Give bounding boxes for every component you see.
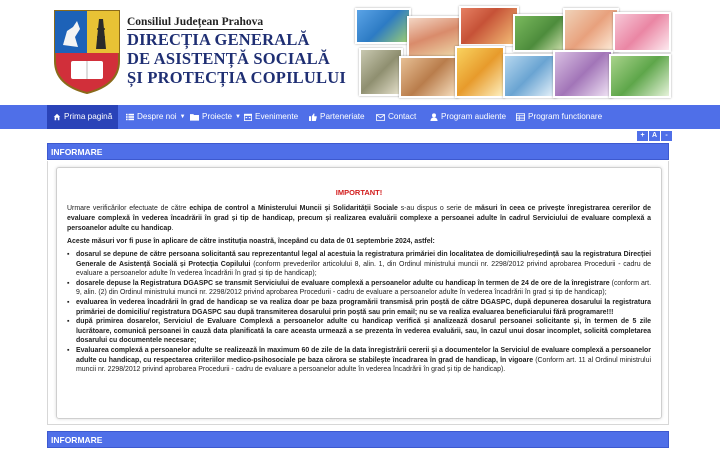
item-text: (conform art. 9, alin. (2) din Ordinul ministrului muncii nr. 2298/2012 privind aprobarea Procedurii - cadru de evaluare a persoanelor adulte în vederea încadrării în grad și tip de handicap); bbox=[76, 279, 652, 297]
collage-photo bbox=[355, 8, 411, 44]
collage-photo bbox=[613, 12, 671, 52]
list-item bbox=[67, 298, 651, 317]
info-panel bbox=[47, 431, 669, 448]
collage-photo bbox=[455, 46, 505, 98]
council-name[interactable]: Consiliul Județean Prahova bbox=[127, 16, 264, 28]
chevron-down-icon: ▼ bbox=[235, 114, 241, 120]
panel-title: INFORMARE bbox=[47, 143, 669, 160]
envelope-icon bbox=[376, 114, 385, 121]
collage-photo bbox=[553, 50, 613, 98]
nav-label: Evenimente bbox=[255, 112, 299, 121]
nav-item-events[interactable] bbox=[244, 105, 298, 129]
intro-text: Urmare verificărilor efectuate de către bbox=[67, 205, 190, 212]
title-line-3: ȘI PROTECȚIA COPILULUI bbox=[127, 68, 346, 87]
font-normal-button[interactable]: A bbox=[649, 131, 660, 141]
item-bold: dosarul se depune de către persoana solicitantă sau reprezentantul legal al acestuia la registratura primăriei din localitatea de domiciliu/reședință sau la registratura Direcției Generale de Asistență Socială și Protecția Copilului bbox=[76, 251, 651, 268]
list-item bbox=[67, 279, 651, 298]
list-icon bbox=[126, 113, 134, 121]
photo-collage bbox=[355, 6, 675, 100]
info-panel bbox=[47, 143, 669, 160]
nav-label: Parteneriate bbox=[320, 112, 365, 121]
measures-paragraph bbox=[67, 237, 651, 247]
chevron-down-icon: ▼ bbox=[179, 114, 186, 120]
nav-item-partnerships[interactable] bbox=[309, 105, 365, 129]
notice-box bbox=[56, 167, 662, 419]
nav-label: Program audiente bbox=[441, 112, 507, 121]
intro-bold: echipa de control a Ministerului Muncii și Solidarității Sociale bbox=[189, 205, 398, 212]
nav-item-home[interactable] bbox=[47, 105, 118, 129]
measures-list bbox=[67, 250, 651, 375]
folder-icon bbox=[190, 113, 199, 121]
calendar-icon bbox=[244, 113, 252, 121]
main-navigation bbox=[0, 105, 720, 129]
nav-label: Despre noi bbox=[137, 112, 177, 121]
thumbs-up-icon bbox=[309, 113, 317, 121]
font-increase-button[interactable]: + bbox=[637, 131, 648, 141]
intro-text: . bbox=[171, 225, 174, 232]
nav-item-about[interactable] bbox=[126, 105, 186, 129]
collage-photo bbox=[459, 6, 519, 46]
list-item bbox=[67, 346, 651, 375]
info-panel-body bbox=[47, 161, 669, 425]
panel-title: INFORMARE bbox=[47, 431, 669, 448]
collage-photo bbox=[359, 48, 403, 96]
nav-label: Program functionare bbox=[528, 112, 603, 121]
list-item bbox=[67, 317, 651, 346]
site-header bbox=[0, 0, 720, 105]
intro-text: s-au dispus o serie de bbox=[397, 205, 475, 212]
table-icon bbox=[516, 113, 525, 121]
item-bold: dosarele depuse la Registratura DGASPC se transmit Serviciului de evaluare complexă a persoanelor adulte cu handicap în termen de 24 de ore de la înregistrare bbox=[76, 279, 610, 287]
brand-block[interactable] bbox=[127, 12, 346, 87]
collage-photo bbox=[399, 56, 459, 98]
nav-label: Prima pagină bbox=[64, 112, 113, 121]
nav-label: Proiecte bbox=[202, 112, 233, 121]
nav-item-projects[interactable] bbox=[190, 105, 241, 129]
home-icon bbox=[53, 113, 61, 121]
county-coat-of-arms-icon[interactable] bbox=[53, 9, 121, 95]
item-bold: după primirea dosarelor, Serviciul de Evaluare Complexă a persoanelor adulte cu handicap verifică și analizează dosarul persoanei solicitante și, în termen de 5 zile lucrătoare, comunică persoanei în cauză data planificată la care aceasta urmează a se prezenta în vederea evaluării, sau, în cazul unui dosar incomplet, solicită completarea dosarului cu documentele necesare; bbox=[76, 318, 651, 345]
user-icon bbox=[430, 113, 438, 121]
nav-item-operating-program[interactable] bbox=[516, 105, 602, 129]
nav-item-audience-program[interactable] bbox=[430, 105, 506, 129]
font-decrease-button[interactable]: - bbox=[661, 131, 672, 141]
item-text: (conform prevederilor articolului 8, alin. 1, din Ordinul ministrului muncii nr. 2298/2012 privind aprobarea Procedurii - cadru de evaluare a persoanelor adulte în vederea încadrării în grad și tip de handicap); bbox=[76, 260, 651, 278]
collage-photo bbox=[609, 54, 671, 98]
intro-bold: măsuri în ceea ce privește înregistrarea cererilor de evaluare complexă în vederea încadrării în grad și tip de handicap, precum și realizarea evaluării complexe a persoanei adulte în cadrul Serviciului de evaluare complexă a persoanelor adulte cu handicap bbox=[67, 205, 652, 232]
title-line-1: DIRECȚIA GENERALĂ bbox=[127, 30, 310, 49]
notice-heading: IMPORTANT! bbox=[335, 188, 383, 197]
collage-photo bbox=[563, 8, 619, 52]
nav-item-contact[interactable] bbox=[376, 105, 416, 129]
nav-label: Contact bbox=[388, 112, 417, 121]
measures-text: Aceste măsuri vor fi puse în aplicare de către instituția noastră, începând cu data de 01 septembrie 2024, astfel: bbox=[67, 238, 435, 245]
font-size-controls bbox=[637, 131, 672, 141]
notice-intro bbox=[67, 204, 651, 234]
list-item bbox=[67, 250, 651, 279]
item-text: (Conform art. 11 al Ordinul ministrului muncii nr. 2298/2012 privind aprobarea Procedurii - cadru de evaluare a persoanelor adulte în vederea încadrării în grad și tip de handicap). bbox=[76, 356, 651, 374]
collage-photo bbox=[503, 54, 557, 98]
item-bold: Evaluarea complexă a persoanelor adulte se realizează în maximum 60 de zile de la data înregistrării cererii și a documentelor la Serviciul de evaluare complexă a persoanelor adulte cu handicap, cu respectarea criteriilor medico-psihosociale pe baza cărora se stabilește încadrarea în grad de handicap, în vigoare bbox=[76, 346, 651, 364]
collage-photo bbox=[513, 14, 569, 52]
item-bold: evaluarea în vederea încadrării în grad de handicap se va realiza doar pe baza programării transmisă prin poștă de către DGASPC, după depunerea dosarului la registratura primăriei de domiciliu/ registratura DGASPC sau după transmiterea dosarului prin poștă sau prin email; nu se va realiza evaluarea beneficiarului fără programare!!! bbox=[76, 298, 651, 316]
title-line-2: DE ASISTENȚĂ SOCIALĂ bbox=[127, 49, 330, 68]
